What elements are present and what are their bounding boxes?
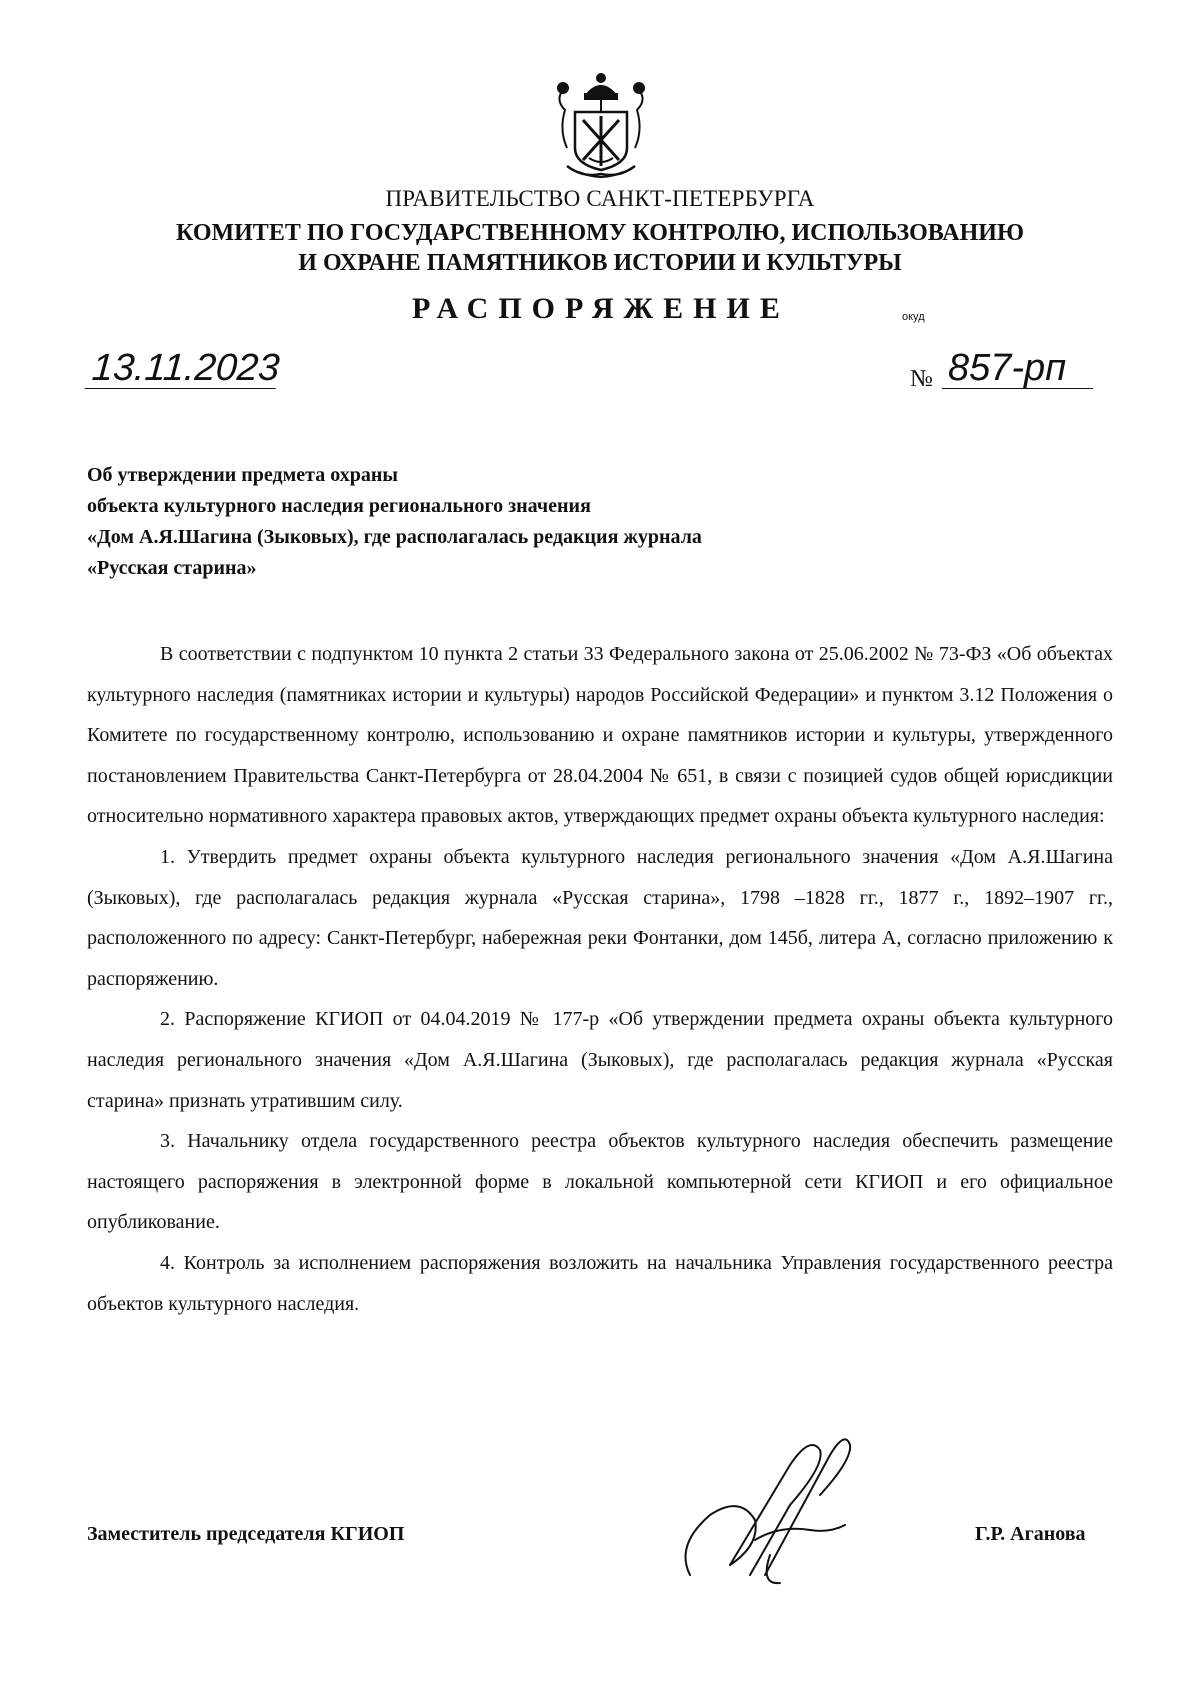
coat-of-arms-icon: [553, 70, 649, 180]
committee-title-line2: И ОХРАНЕ ПАМЯТНИКОВ ИСТОРИИ И КУЛЬТУРЫ: [298, 250, 902, 276]
document-date: 13.11.2023: [85, 348, 279, 389]
preamble-paragraph: В соответствии с подпунктом 10 пункта 2 статьи 33 Федерального закона от 25.06.2002 № 73-ФЗ «Об объектах культурного наследия (памятниках истории и культуры) народов Российской Федерации» и пунктом 3.12 Положения о Комитете по государственному контролю, использованию и охране памятников истории и культуры, утвержденного постановлением Правительства Санкт-Петербурга от 28.04.2004 № 651, в связи с позицией судов общей юрисдикции относительно нормативного характера правовых актов, утверждающих предмет охраны объекта культурного наследия:: [87, 643, 1113, 828]
committee-title: [0, 218, 1200, 278]
document-body: [87, 634, 1113, 1324]
signatory-role: Заместитель председателя КГИОП: [87, 1523, 405, 1545]
subject-line: Об утверждении предмета охраны: [87, 464, 398, 486]
clause-paragraph-3: 3. Начальнику отдела государственного реестра объектов культурного наследия обеспечить размещение настоящего распоряжения в электронной форме в локальной компьютерной сети КГИОП и его официальное опубликование.: [87, 1130, 1113, 1234]
okud-label: окуд: [902, 311, 925, 323]
subject-line: «Дом А.Я.Шагина (Зыковых), где располагалась редакция журнала: [87, 526, 702, 548]
number-label: №: [910, 366, 933, 392]
handwritten-signature: [670, 1425, 875, 1600]
document-subject: [87, 460, 702, 584]
government-title: ПРАВИТЕЛЬСТВО САНКТ-ПЕТЕРБУРГА: [385, 186, 815, 211]
clause-paragraph-4: 4. Контроль за исполнением распоряжения возложить на начальника Управления государственного реестра объектов культурного наследия.: [87, 1251, 1113, 1315]
subject-line: объекта культурного наследия регионального значения: [87, 495, 591, 517]
signatory-name: Г.Р. Аганова: [975, 1523, 1086, 1545]
clause-paragraph-1: 1. Утвердить предмет охраны объекта культурного наследия регионального значения «Дом А.Я.Шагина (Зыковых), где располагалась редакция журнала «Русская старина», 1798 –1828 гг., 1877 г., 1892–1907 гг., расположенного по адресу: Санкт-Петербург, набережная реки Фонтанки, дом 145б, литера А, согласно приложению к распоряжению.: [87, 845, 1113, 990]
document-type: РАСПОРЯЖЕНИЕ: [412, 292, 790, 325]
clause-paragraph-2: 2. Распоряжение КГИОП от 04.04.2019 № 177-р «Об утверждении предмета охраны объекта культурного наследия регионального значения «Дом А.Я.Шагина (Зыковых), где располагалась редакция журнала «Русская старина» признать утратившим силу.: [87, 1008, 1113, 1112]
committee-title-line1: КОМИТЕТ ПО ГОСУДАРСТВЕННОМУ КОНТРОЛЮ, ИСПОЛЬЗОВАНИЮ: [176, 220, 1024, 246]
subject-line: «Русская старина»: [87, 557, 257, 579]
document-number: 857-рп: [942, 348, 1093, 389]
